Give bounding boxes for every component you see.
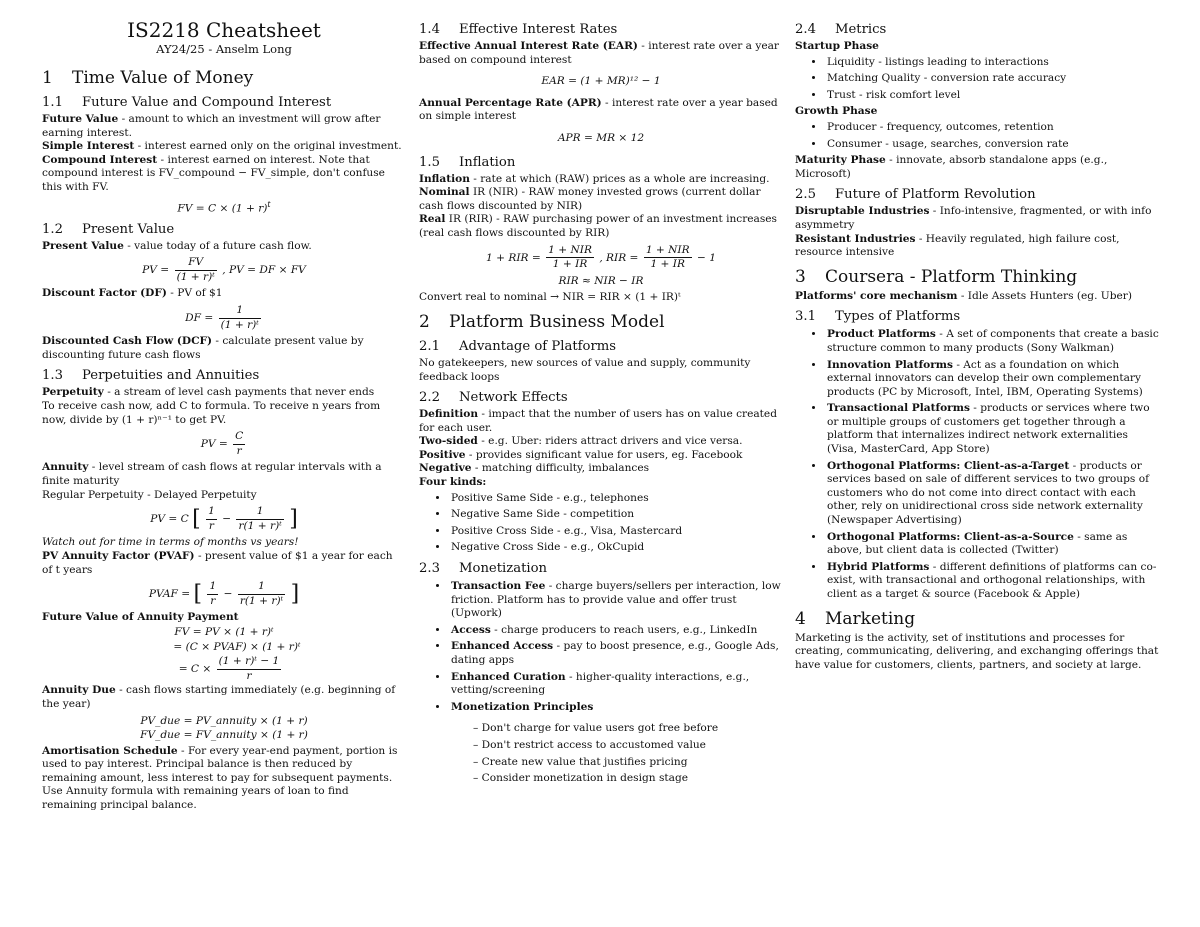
- annuity-due-formula-2: FV_due = FV_annuity × (1 + r): [140, 729, 308, 742]
- list-item: • Trust - risk comfort level: [825, 89, 1159, 103]
- fv-annuity-formula-2: = (C × PVAF) × (1 + r)ᵗ: [173, 640, 301, 653]
- list-item: • Matching Quality - conversion rate accuracy: [825, 72, 1159, 86]
- section-1-4-heading: 1.4 Effective Interest Rates: [419, 22, 618, 37]
- amortisation-definition: Amortisation Schedule - For every year-end payment, portion is used to pay interest. Principal balance is then reduced by remaining amount, less interest to pay for subsequent payments.: [42, 744, 398, 784]
- section-2-4-heading: 2.4 Metrics: [795, 22, 887, 37]
- annuity-due-formula-1: PV_due = PV_annuity × (1 + r): [140, 714, 308, 727]
- annuity-due-definition: Annuity Due - cash flows starting immediately (e.g. beginning of the year): [42, 684, 396, 710]
- list-item: • Hybrid Platforms - different definitions of platforms can co-exist, with transactional and orthogonal relationships, with client as a target & source (Facebook & Apple): [825, 561, 1159, 602]
- list-item: • Transactional Platforms - products or services where two or multiple groups of customers get together through a platform that internalizes indirect network externalities (Visa, MasterCard, App Store): [825, 402, 1159, 456]
- column-3: [795, 18, 1159, 672]
- network-effect-definition: Definition - impact that the number of users has on value created for each user.: [419, 408, 777, 434]
- page-subtitle: AY24/25 - Anselm Long: [156, 42, 292, 56]
- section-2-2-heading: 2.2 Network Effects: [419, 390, 568, 406]
- disruptable-industries-definition: Disruptable Industries - Info-intensive, fragmented, or with info asymmetry: [795, 205, 1152, 231]
- amortisation-note: Use Annuity formula with remaining years of loan to find remaining principal balance.: [42, 785, 349, 812]
- apr-definition: Annual Percentage Rate (APR) - interest rate over a year based on simple interest: [419, 96, 778, 123]
- ear-definition: Effective Annual Interest Rate (EAR) - interest rate over a year based on compound interest: [419, 40, 779, 66]
- pvaf-formula: PVAF = [ $\frac{1}{r}$ − $\frac{1}{\text{r(1 + r)ᵗ}}$ ]: [148, 580, 300, 607]
- list-item: – Create new value that justifies pricing: [485, 756, 783, 770]
- months-vs-years-warning: Watch out for time in terms of months vs years!: [42, 536, 299, 549]
- perpetuity-note: To receive cash now, add C to formula. To receive n years from now, divide by (1 + r)ⁿ⁻¹ to get PV.: [42, 400, 381, 426]
- present-value-definition: Present Value - value today of a future cash flow.: [42, 239, 312, 252]
- fv-annuity-heading: Future Value of Annuity Payment: [42, 611, 239, 624]
- startup-phase-list: [795, 56, 1159, 103]
- growth-phase-label: Growth Phase: [795, 105, 878, 118]
- real-ir-definition: Real IR (RIR) - RAW purchasing power of an investment increases (real cash flows discounted by RIR): [419, 213, 777, 239]
- list-item: • Positive Same Side - e.g., telephones: [449, 492, 783, 506]
- perpetuity-definition: Perpetuity - a stream of level cash payments that never ends: [42, 386, 375, 399]
- list-item: • Transaction Fee - charge buyers/sellers per interaction, low friction. Platform has to provide value and offer trust (Upwork): [449, 580, 783, 621]
- annuity-definition: Annuity - level stream of cash flows at regular intervals with a finite maturity: [42, 461, 382, 487]
- pv-formula: PV = $\frac{FV}{\text{(1 + r)ᵗ}}$ , PV = DF × FV: [142, 256, 306, 283]
- list-item: • Orthogonal Platforms: Client-as-a-Target - products or services based on sale of different services to two groups of customers who do not come into direct contact with each other, rely on unidirectional cross side network externality (Newspaper Advertising): [825, 460, 1159, 528]
- discount-factor-definition: Discount Factor (DF) - PV of $1: [42, 287, 223, 300]
- list-item: • Producer - frequency, outcomes, retention: [825, 121, 1159, 135]
- list-item: • Negative Cross Side - e.g., OkCupid: [449, 541, 783, 555]
- startup-phase-label: Startup Phase: [795, 40, 879, 52]
- list-item: • Product Platforms - A set of components that create a basic structure common to many products (Sony Walkman): [825, 328, 1159, 355]
- section-1-3-heading: 1.3 Perpetuities and Annuities: [42, 368, 260, 384]
- section-3-1-heading: 3.1 Types of Platforms: [795, 309, 961, 325]
- fv-formula: FV = $C \times (1 + r)^t$: [177, 199, 271, 215]
- growth-phase-list: [795, 121, 1159, 151]
- section-2-5-heading: 2.5 Future of Platform Revolution: [795, 187, 1036, 203]
- section-1-heading: 1 Time Value of Money: [42, 68, 254, 88]
- list-item: • Consumer - usage, searches, conversion rate: [825, 138, 1159, 152]
- monetization-list: [419, 580, 783, 786]
- section-1-1-heading: 1.1 Future Value and Compound Interest: [42, 95, 332, 110]
- marketing-definition: Marketing is the activity, set of institutions and processes for creating, communicating, delivering, and exchanging offerings that have value for customers, clients, partners, and society at large.: [795, 631, 1159, 671]
- core-mechanism-definition: Platforms' core mechanism - Idle Assets Hunters (eg. Uber): [795, 289, 1132, 302]
- list-item: • Liquidity - listings leading to interactions: [825, 56, 1159, 70]
- maturity-phase-definition: Maturity Phase - innovate, absorb standalone apps (e.g., Microsoft): [795, 154, 1108, 180]
- column-2: [419, 18, 783, 789]
- rir-approx-formula: RIR ≈ NIR − IR: [558, 274, 644, 287]
- section-1-5-heading: 1.5 Inflation: [419, 154, 516, 170]
- section-1-2-heading: 1.2 Present Value: [42, 221, 175, 237]
- monetization-principles-list: [451, 722, 783, 785]
- two-sided-definition: Two-sided - e.g. Uber: riders attract drivers and vice versa.: [419, 435, 743, 448]
- list-item: • Enhanced Access - pay to boost presence, e.g., Google Ads, dating apps: [449, 640, 783, 667]
- list-item: – Consider monetization in design stage: [485, 772, 783, 786]
- resistant-industries-definition: Resistant Industries - Heavily regulated, high failure cost, resource intensive: [795, 232, 1120, 259]
- annuity-note: Regular Perpetuity - Delayed Perpetuity: [42, 488, 257, 501]
- advantage-text: No gatekeepers, new sources of value and supply, community feedback loops: [419, 356, 751, 383]
- inflation-definition: Inflation - rate at which (RAW) prices as a whole are increasing.: [419, 172, 770, 185]
- section-3-heading: 3 Coursera - Platform Thinking: [795, 266, 1078, 287]
- list-item: • Innovation Platforms - Act as a foundation on which external innovators can develop their own complementary products (PC by Microsoft, Intel, IBM, Operating Systems): [825, 359, 1159, 400]
- dcf-definition: Discounted Cash Flow (DCF) - calculate present value by discounting future cash flows: [42, 335, 364, 361]
- list-item: • Orthogonal Platforms: Client-as-a-Source - same as above, but client data is collected (Twitter): [825, 531, 1159, 558]
- platform-types-list: [795, 328, 1159, 601]
- positive-definition: Positive - provides significant value for users, eg. Facebook: [419, 448, 743, 461]
- network-effect-kinds-list: [419, 492, 783, 555]
- list-item: – Don't restrict access to accustomed value: [485, 739, 783, 753]
- list-item: • Enhanced Curation - higher-quality interactions, e.g., vetting/screening: [449, 671, 783, 698]
- convert-note: Convert real to nominal → NIR = RIR × (1 + IR)ᵗ: [419, 291, 681, 304]
- four-kinds-label: Four kinds:: [419, 476, 487, 489]
- list-item: • Negative Same Side - competition: [449, 508, 783, 522]
- list-item: • Monetization Principles – Don't charge for value users got free before – Don't restrict access to accustomed value – Create new value that justifies pricing – Consider monetization in design stage: [449, 701, 783, 786]
- compound-interest-definition: Compound Interest - interest earned on interest. Note that compound interest is FV_compound − FV_simple, don't confuse this with FV.: [42, 153, 385, 193]
- column-1: [42, 18, 406, 813]
- df-formula: DF = $\frac{1}{\text{(1 + r)ᵗ}}$: [185, 304, 259, 331]
- section-2-1-heading: 2.1 Advantage of Platforms: [419, 338, 617, 354]
- section-2-heading: 2 Platform Business Model: [419, 311, 665, 332]
- section-4-heading: 4 Marketing: [795, 608, 916, 629]
- perpetuity-formula: PV = $\frac{C}{r}$: [200, 430, 244, 457]
- nominal-ir-definition: Nominal IR (NIR) - RAW money invested grows (current dollar cash flows discounted by NIR): [419, 186, 761, 212]
- section-2-3-heading: 2.3 Monetization: [419, 561, 548, 577]
- fv-annuity-formula-3: = C × $\frac{\text{(1 + r)ᵗ − 1}}{r}$: [178, 655, 280, 682]
- apr-formula: APR = MR × 12: [557, 131, 645, 144]
- list-item: – Don't charge for value users got free before: [485, 722, 783, 736]
- inflation-formula: 1 + RIR = $\frac{\text{1 + NIR}}{1 + IR}$ , RIR = $\frac{\text{1 + NIR}}{1 + IR}$ − 1: [486, 243, 716, 271]
- list-item: • Access - charge producers to reach users, e.g., LinkedIn: [449, 624, 783, 638]
- page-title: IS2218 Cheatsheet: [127, 18, 321, 42]
- negative-definition: Negative - matching difficulty, imbalances: [419, 462, 650, 475]
- list-item: • Positive Cross Side - e.g., Visa, Mastercard: [449, 525, 783, 539]
- pvaf-definition: PV Annuity Factor (PVAF) - present value of $1 a year for each of t years: [42, 549, 393, 576]
- simple-interest-definition: Simple Interest - interest earned only on the original investment.: [42, 140, 402, 153]
- annuity-formula: PV = C [ $\frac{1}{r}$ − $\frac{1}{\text{r(1 + r)ᵗ}}$ ]: [150, 505, 298, 532]
- fv-annuity-formula-1: FV = PV × (1 + r)ᵗ: [174, 625, 274, 638]
- future-value-definition: Future Value - amount to which an investment will grow after earning interest.: [42, 113, 381, 139]
- ear-formula: EAR = (1 + MR)¹² − 1: [541, 75, 661, 88]
